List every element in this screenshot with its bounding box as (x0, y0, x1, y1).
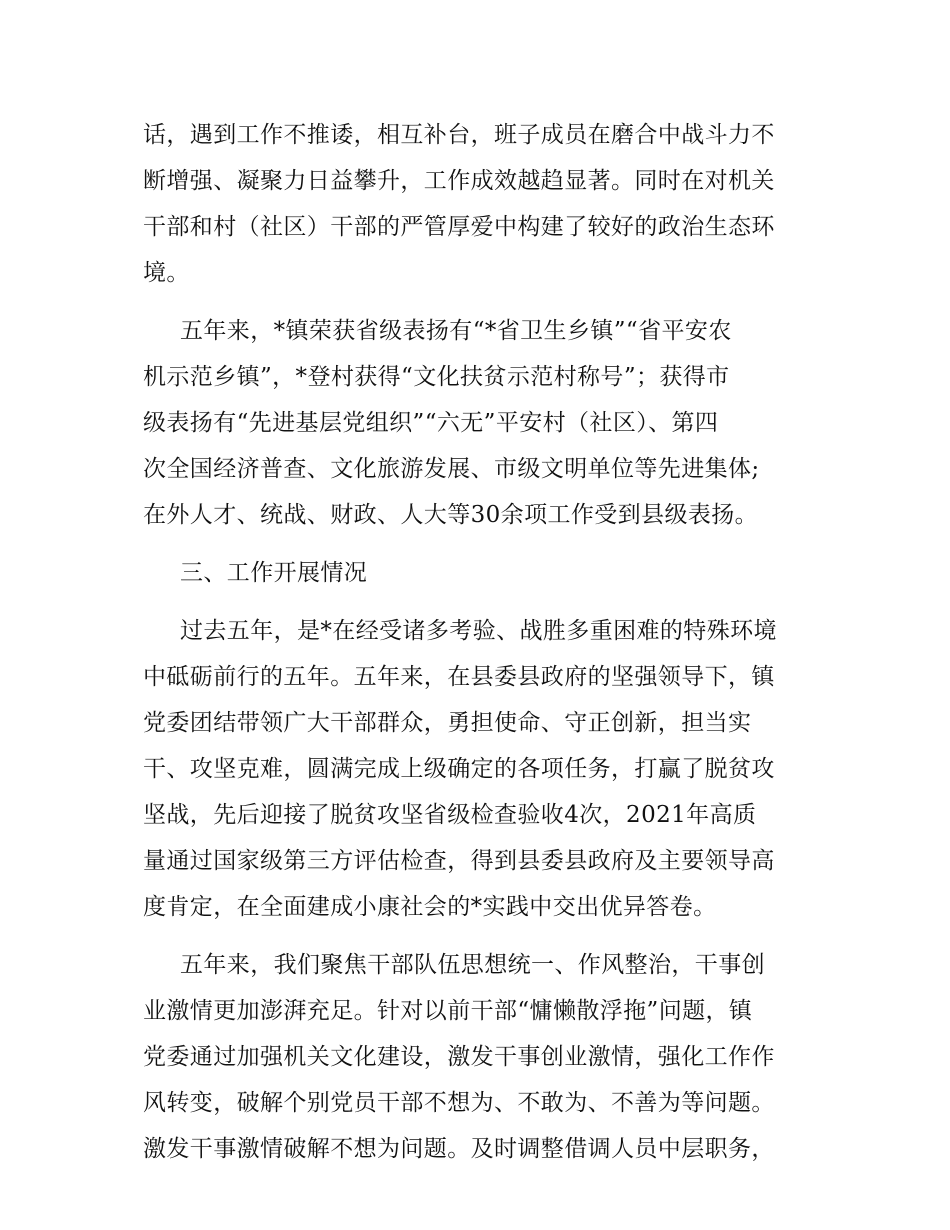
text-line: 级表扬有“先进基层党组织”“六无”平安村（社区）、第四 (143, 410, 719, 436)
text-line: 风转变，破解个别党员干部不想为、不敢为、不善为等问题。 (143, 1090, 775, 1116)
text-line: 话，遇到工作不推诿，相互补台，班子成员在磨合中战斗力不 (143, 122, 775, 148)
text-line: 坚战，先后迎接了脱贫攻坚省级检查验收4次，2021年高质 (143, 802, 757, 828)
text-line: 五年来，我们聚焦干部队伍思想统一、作风整治，干事创 (180, 952, 765, 978)
paragraph-cadre-work (143, 942, 811, 1172)
text-line: 中砥砺前行的五年。五年来，在县委县政府的坚强领导下，镇 (143, 664, 775, 690)
text-line: 境。 (143, 260, 190, 286)
text-line: 在外人才、统战、财政、人大等30余项工作受到县级表扬。 (143, 502, 759, 528)
text-line: 激发干事激情破解不想为问题。及时调整借调人员中层职务， (143, 1136, 775, 1162)
text-line: 过去五年，是*在经受诸多考验、战胜多重困难的特殊环境 (180, 618, 777, 644)
text-line: 五年来，*镇荣获省级表扬有“*省卫生乡镇”“省平安农 (180, 318, 732, 344)
text-line: 量通过国家级第三方评估检查，得到县委县政府及主要领导高 (143, 848, 775, 874)
text-line: 党委通过加强机关文化建设，激发干事创业激情，强化工作作 (143, 1044, 775, 1070)
text-line: 干、攻坚克难，圆满完成上级确定的各项任务，打赢了脱贫攻 (143, 756, 775, 782)
paragraph-overview (143, 608, 811, 930)
text-line: 党委团结带领广大干部群众，勇担使命、守正创新，担当实 (143, 710, 752, 736)
paragraph-continuation (143, 112, 811, 296)
text-line: 度肯定，在全面建成小康社会的*实践中交出优异答卷。 (143, 894, 717, 920)
text-line: 机示范乡镇”，*登村获得“文化扶贫示范村称号”；获得市 (143, 364, 730, 390)
text-line: 业激情更加澎湃充足。针对以前干部“慵懒散浮拖”问题，镇 (143, 998, 753, 1024)
section-heading (143, 550, 811, 596)
document-body (143, 112, 811, 1172)
text-line: 干部和村（社区）干部的严管厚爱中构建了较好的政治生态环 (143, 214, 775, 240)
text-line: 次全国经济普查、文化旅游发展、市级文明单位等先进集体; (143, 456, 760, 482)
text-line: 断增强、凝聚力日益攀升，工作成效越趋显著。同时在对机关 (143, 168, 775, 194)
heading-text: 三、工作开展情况 (180, 560, 368, 586)
paragraph-honors (143, 308, 811, 538)
